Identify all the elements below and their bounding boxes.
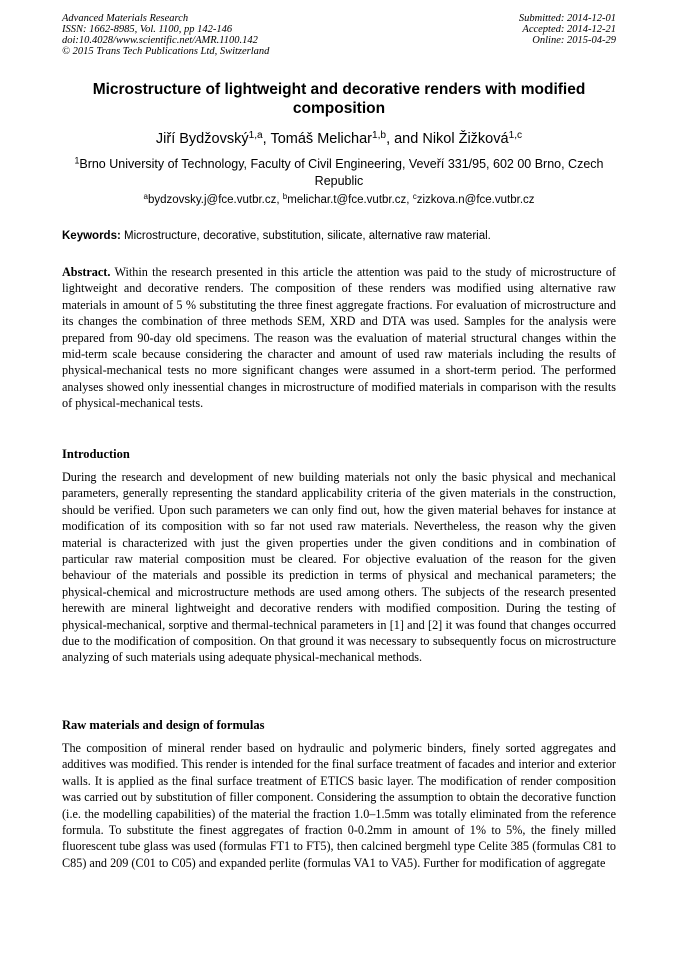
submission-dates <box>519 13 616 46</box>
submitted-date: Submitted: 2014-12-01 <box>518 13 616 24</box>
author-2-affiliation-mark: 1,b <box>371 129 387 141</box>
section-heading-raw-materials: Raw materials and design of formulas <box>62 718 265 732</box>
email-c: zizkova.n@fce.vutbr.cz <box>416 194 535 206</box>
email-b: melichar.t@fce.vutbr.cz, <box>287 194 413 206</box>
introduction-paragraph: During the research and development of new building materials not only the basic physical and mechanical parameters, generally representing the standard applicability criteria of the given materials in the construction, should be verified. Upon such parameters we can only find out, how the given material behaves for instance at modification of its composition with so far not used raw materials. Nevertheless, the reason why the given material is characterized with just the given properties under the given conditions and in combination of particular raw material composition must be cleared. For objective evaluation of the reason for the given behaviour of the materials and possible its prediction in terms of physical and mechanical parameters; the physical-chemical and microstructure methods are used among others. The subjects of the research presented herewith are mineral lightweight and decorative renders with modified composition. During the testing of physical-mechanical, sorptive and thermal-technical parameters in [1] and [2] it was found that changes occurred due to the modification of composition. On that ground it was necessary to subsequently focus on microstructure analyzing of such materials using adequate physical-mechanical methods. <box>62 470 616 665</box>
affiliation-text: Brno University of Technology, Faculty of Civil Engineering, Veveří 331/95, 602 00 Brno, Czech Republic <box>79 157 604 188</box>
title-line-2: composition <box>292 100 386 117</box>
email-b-mark: b <box>282 191 288 201</box>
journal-issn: ISSN: 1662-8985, Vol. 1100, pp 142-146 <box>62 24 233 35</box>
keywords <box>62 229 616 244</box>
journal-copyright: © 2015 Trans Tech Publications Ltd, Switzerland <box>62 46 270 57</box>
journal-name: Advanced Materials Research <box>62 13 189 24</box>
email-a-mark: a <box>143 191 148 201</box>
email-c-mark: c <box>412 191 417 201</box>
abstract-label: Abstract. <box>62 265 111 279</box>
author-2: Tomáš Melichar <box>270 131 372 147</box>
title-line-1: Microstructure of lightweight and decorative renders with modified <box>92 81 586 98</box>
abstract-text: Within the research presented in this article the attention was paid to the study of microstructure of lightweight and decorative renders. The composition of these renders was modified using alternative raw materials in amount of 5 % substituting the three finest aggregate fractions. For evaluation of microstructure and its changes the combination of three methods SEM, XRD and DTA was used. Samples for the analysis were prepared from 90-day old specimens. The reason was the evaluation of material structural changes within the mid-term scale because considering the character and amount of used raw materials including the results of physical-mechanical tests no more significant changes were assumed in a short-term period. The performed analyses showed only inessential changes in microstructure of modified materials in comparison with the results of physical-mechanical tests. <box>62 265 616 411</box>
journal-doi: doi:10.4028/www.scientific.net/AMR.1100.142 <box>62 35 258 46</box>
author-3: Nikol Žižková <box>422 131 509 147</box>
keywords-label: Keywords: <box>62 230 121 242</box>
keywords-text: Microstructure, decorative, substitution, silicate, alternative raw material. <box>120 230 491 242</box>
paper-title <box>62 80 616 118</box>
author-1-affiliation-mark: 1,a <box>248 129 263 141</box>
author-1: Jiří Bydžovský <box>155 131 249 147</box>
online-date: Online: 2015-04-29 <box>532 35 616 46</box>
abstract <box>62 264 616 412</box>
author-emails <box>62 193 616 208</box>
author-3-affiliation-mark: 1,c <box>508 129 523 141</box>
author-separator: , <box>262 131 271 147</box>
accepted-date: Accepted: 2014-12-21 <box>522 24 616 35</box>
affiliation-mark: 1 <box>74 155 80 166</box>
author-separator: , and <box>386 131 423 147</box>
author-list <box>62 130 616 148</box>
email-a: bydzovsky.j@fce.vutbr.cz, <box>147 194 283 206</box>
affiliation <box>70 156 608 190</box>
section-heading-introduction: Introduction <box>62 447 130 461</box>
raw-materials-paragraph: The composition of mineral render based on hydraulic and polymeric binders, finely sorted aggregates and additives was modified. This render is intended for the final surface treatment of facades and interior and exterior walls. It is applied as the final surface treatment of ETICS basic layer. The modification of render composition was carried out by substitution of filler component. Considering the assumption to obtain the decorative function (i.e. the modelling capabilities) of the material the fraction 1.0–1.5mm was totally eliminated from the reference formula. To substitute the finest aggregates of fraction 0-0.2mm in amount of 1% to 5%, the finely milled fluorescent tube glass was used (formulas FT1 to FT5), then calcined bergmehl type Celite 385 (formulas C81 to C85) and 209 (C01 to C05) and expanded perlite (formulas VA1 to VA5). Further for modification of aggregate <box>62 741 616 870</box>
journal-info <box>62 13 269 57</box>
